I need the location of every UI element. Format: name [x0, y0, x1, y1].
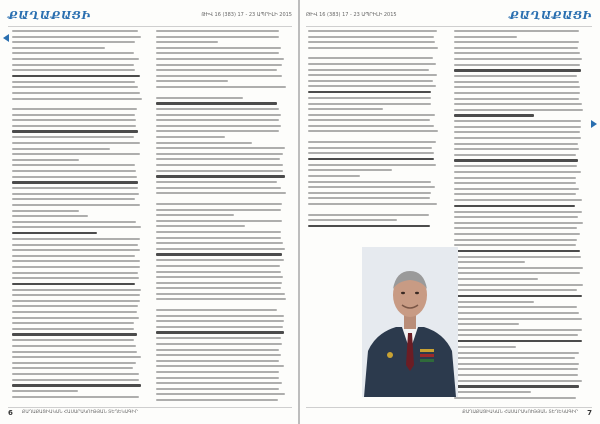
text-line — [308, 41, 435, 43]
text-line — [454, 193, 576, 195]
text-line — [454, 222, 583, 224]
text-line — [12, 379, 139, 381]
text-line — [12, 356, 141, 358]
text-line — [156, 399, 278, 401]
text-line — [156, 114, 281, 116]
text-line — [308, 69, 429, 71]
text-line — [454, 385, 579, 387]
text-line — [12, 198, 135, 200]
text-line — [12, 322, 134, 324]
text-line — [156, 86, 286, 88]
text-line — [156, 209, 281, 211]
text-line — [454, 126, 581, 128]
footer-text: ՔԱՂԱՔԱՑԻԱԿԱՆ ՀԱՍԱՐԱԿՈՒԹՅԱՆ ՏԵՂԵԿԱԳԻՐ — [462, 410, 578, 415]
text-line — [454, 131, 580, 133]
text-line — [454, 267, 583, 269]
text-line — [156, 393, 285, 395]
text-line — [454, 312, 579, 314]
text-line — [12, 351, 137, 353]
text-line — [156, 343, 282, 345]
right-page — [300, 0, 600, 424]
text-line — [308, 152, 434, 154]
text-line — [12, 164, 135, 166]
text-line — [308, 85, 436, 87]
text-line — [308, 164, 436, 166]
text-line — [454, 233, 580, 235]
text-line — [454, 368, 578, 370]
text-line — [454, 329, 582, 331]
text-line — [12, 75, 140, 77]
bullet-arrow-icon — [591, 120, 597, 128]
text-line — [12, 41, 135, 43]
text-line — [12, 148, 110, 150]
text-line — [308, 158, 434, 160]
text-line — [156, 58, 284, 60]
text-line — [308, 47, 438, 49]
text-line — [156, 253, 282, 255]
text-line — [156, 382, 282, 384]
text-line — [12, 255, 135, 257]
text-line — [454, 165, 577, 167]
text-line — [12, 283, 135, 285]
text-line — [12, 98, 142, 100]
text-line — [454, 41, 579, 43]
text-line — [156, 192, 286, 194]
text-line — [156, 287, 281, 289]
text-line — [12, 333, 137, 335]
text-line — [156, 265, 280, 267]
text-line — [156, 52, 279, 54]
text-line — [308, 175, 360, 177]
text-line — [12, 125, 136, 127]
text-line — [12, 384, 141, 386]
text-line — [454, 318, 582, 320]
text-line — [12, 181, 138, 183]
text-line — [308, 80, 433, 82]
text-line — [454, 143, 578, 145]
text-line — [156, 377, 279, 379]
text-line — [308, 91, 431, 93]
text-line — [156, 271, 281, 273]
text-line — [12, 119, 136, 121]
text-line — [156, 331, 284, 333]
text-line — [454, 81, 579, 83]
text-line — [308, 130, 438, 132]
bullet-arrow-icon — [3, 34, 9, 42]
text-line — [156, 30, 279, 32]
text-line — [156, 371, 279, 373]
text-line — [12, 221, 136, 223]
text-line — [454, 306, 577, 308]
text-line — [156, 214, 234, 216]
text-line — [454, 334, 578, 336]
text-line — [454, 289, 577, 291]
text-line — [454, 98, 579, 100]
text-line — [12, 81, 135, 83]
paragraph-gap — [308, 209, 438, 214]
text-line — [156, 119, 279, 121]
text-line — [454, 120, 581, 122]
text-line — [454, 272, 580, 274]
text-line — [156, 130, 279, 132]
text-line — [156, 354, 281, 356]
text-line — [454, 211, 582, 213]
text-line — [12, 345, 136, 347]
text-line — [12, 108, 137, 110]
text-line — [156, 170, 283, 172]
text-line — [454, 182, 576, 184]
text-line — [156, 36, 279, 38]
text-line — [156, 125, 281, 127]
text-line — [12, 204, 140, 206]
text-line — [156, 365, 284, 367]
text-line — [156, 298, 286, 300]
text-line — [12, 170, 136, 172]
text-line — [454, 216, 578, 218]
text-line — [454, 346, 516, 348]
text-line — [12, 210, 79, 212]
text-line — [454, 199, 582, 201]
text-line — [12, 215, 88, 217]
text-line — [454, 340, 582, 342]
text-line — [454, 380, 582, 382]
text-line — [12, 36, 141, 38]
text-line — [12, 294, 140, 296]
text-line — [454, 250, 580, 252]
text-line — [454, 363, 579, 365]
text-line — [156, 153, 283, 155]
text-line — [12, 92, 140, 94]
text-line — [454, 114, 534, 116]
text-line — [454, 188, 579, 190]
text-line — [12, 69, 135, 71]
text-line — [454, 52, 580, 54]
text-line — [12, 232, 97, 234]
text-line — [12, 289, 141, 291]
text-line — [454, 86, 580, 88]
text-line — [454, 295, 582, 297]
text-line — [156, 337, 281, 339]
text-line — [454, 36, 517, 38]
right-logo: ՔԱՂԱՔԱՑԻ — [509, 9, 592, 22]
text-line — [454, 397, 576, 399]
text-line — [156, 181, 277, 183]
text-line — [308, 214, 429, 216]
text-line — [308, 219, 397, 221]
text-line — [156, 175, 285, 177]
text-line — [156, 326, 283, 328]
text-line — [454, 177, 576, 179]
text-line — [12, 130, 138, 132]
text-line — [156, 293, 285, 295]
right-issue-line: ԹԻՎ 16 (383) 17 - 23 ԱՊՐԻԼԻ 2015 — [306, 12, 397, 18]
left-page-footer — [8, 407, 292, 418]
text-line — [12, 52, 134, 54]
text-line — [12, 305, 138, 307]
text-line — [12, 187, 138, 189]
text-line — [156, 136, 225, 138]
text-line — [12, 136, 134, 138]
text-line — [454, 171, 581, 173]
text-line — [12, 153, 140, 155]
text-line — [156, 80, 228, 82]
text-line — [156, 203, 282, 205]
text-column — [156, 30, 286, 404]
text-line — [454, 284, 583, 286]
text-line — [156, 108, 279, 110]
text-line — [156, 248, 285, 250]
text-line — [454, 92, 580, 94]
text-line — [156, 315, 284, 317]
text-line — [454, 278, 538, 280]
text-line — [454, 109, 583, 111]
text-line — [156, 47, 281, 49]
text-line — [308, 197, 430, 199]
text-line — [308, 119, 430, 121]
text-line — [12, 238, 140, 240]
text-line — [308, 63, 436, 65]
text-line — [454, 391, 531, 393]
text-line — [156, 388, 279, 390]
text-line — [12, 249, 140, 251]
text-line — [156, 41, 218, 43]
text-line — [454, 323, 519, 325]
text-line — [156, 242, 283, 244]
text-line — [308, 103, 431, 105]
text-line — [12, 64, 134, 66]
text-line — [454, 205, 575, 207]
text-line — [12, 142, 140, 144]
text-line — [156, 147, 285, 149]
text-line — [156, 164, 283, 166]
text-line — [308, 114, 435, 116]
text-line — [308, 181, 431, 183]
text-line — [156, 220, 282, 222]
text-line — [308, 57, 433, 59]
text-line — [12, 86, 138, 88]
text-line — [454, 154, 576, 156]
text-line — [12, 339, 134, 341]
text-line — [454, 227, 577, 229]
text-line — [454, 357, 575, 359]
text-line — [156, 231, 281, 233]
text-line — [156, 360, 279, 362]
text-line — [454, 103, 582, 105]
text-column — [12, 30, 142, 404]
portrait-photo — [362, 247, 458, 397]
paragraph-gap — [156, 92, 286, 97]
text-line — [308, 203, 437, 205]
right-page-header — [306, 8, 592, 27]
text-line — [12, 226, 141, 228]
footer-text: ՔԱՂԱՔԱՑԻԱԿԱՆ ՀԱՍԱՐԱԿՈՒԹՅԱՆ ՏԵՂԵԿԱԳԻՐ — [22, 410, 138, 415]
left-page-header — [8, 8, 292, 27]
text-column — [454, 30, 584, 404]
text-line — [454, 261, 525, 263]
text-line — [12, 193, 139, 195]
text-line — [308, 125, 434, 127]
text-line — [12, 30, 138, 32]
text-line — [454, 374, 578, 376]
text-line — [12, 47, 105, 49]
text-line — [156, 320, 284, 322]
text-line — [454, 30, 579, 32]
text-line — [308, 141, 436, 143]
text-line — [12, 277, 139, 279]
text-line — [12, 328, 134, 330]
text-line — [454, 69, 581, 71]
text-line — [156, 282, 282, 284]
text-line — [454, 239, 577, 241]
text-line — [454, 137, 581, 139]
text-line — [308, 36, 434, 38]
text-line — [12, 311, 137, 313]
text-line — [12, 114, 135, 116]
text-line — [156, 75, 282, 77]
text-line — [12, 300, 140, 302]
text-line — [12, 396, 139, 398]
text-line — [308, 169, 392, 171]
page-number: 7 — [587, 409, 592, 417]
text-line — [156, 158, 280, 160]
text-line — [12, 373, 139, 375]
text-line — [454, 148, 579, 150]
left-logo: ՔԱՂԱՔԱՑԻ — [8, 9, 91, 22]
text-line — [156, 142, 252, 144]
text-line — [308, 186, 435, 188]
text-line — [308, 225, 430, 227]
text-line — [156, 64, 282, 66]
text-line — [12, 176, 137, 178]
text-line — [156, 187, 281, 189]
text-line — [454, 301, 534, 303]
text-line — [156, 102, 277, 104]
text-line — [308, 108, 383, 110]
right-page-footer — [306, 407, 592, 418]
page-number: 6 — [8, 409, 13, 417]
text-line — [454, 159, 578, 161]
text-line — [12, 244, 138, 246]
text-line — [12, 272, 138, 274]
text-line — [12, 260, 140, 262]
text-line — [156, 69, 277, 71]
text-line — [12, 390, 78, 392]
portrait-image — [362, 247, 458, 397]
text-line — [308, 192, 431, 194]
text-line — [454, 58, 582, 60]
text-line — [12, 266, 140, 268]
left-page — [0, 0, 298, 424]
text-line — [454, 244, 576, 246]
text-line — [156, 97, 243, 99]
text-line — [156, 225, 245, 227]
left-issue-line: ԹԻՎ 16 (383) 17 - 23 ԱՊՐԻԼԻ 2015 — [201, 12, 292, 18]
text-line — [308, 97, 431, 99]
text-line — [156, 276, 283, 278]
text-line — [308, 147, 432, 149]
text-line — [156, 237, 281, 239]
text-line — [454, 47, 578, 49]
text-line — [12, 58, 139, 60]
text-line — [308, 30, 437, 32]
text-line — [454, 352, 579, 354]
text-line — [308, 74, 437, 76]
text-line — [454, 75, 577, 77]
text-line — [454, 64, 580, 66]
text-line — [12, 159, 79, 161]
text-line — [156, 349, 279, 351]
text-line — [12, 367, 133, 369]
left-text-columns — [12, 30, 290, 404]
text-line — [12, 317, 139, 319]
text-line — [156, 309, 277, 311]
text-line — [156, 259, 284, 261]
text-line — [454, 256, 581, 258]
text-line — [12, 362, 136, 364]
